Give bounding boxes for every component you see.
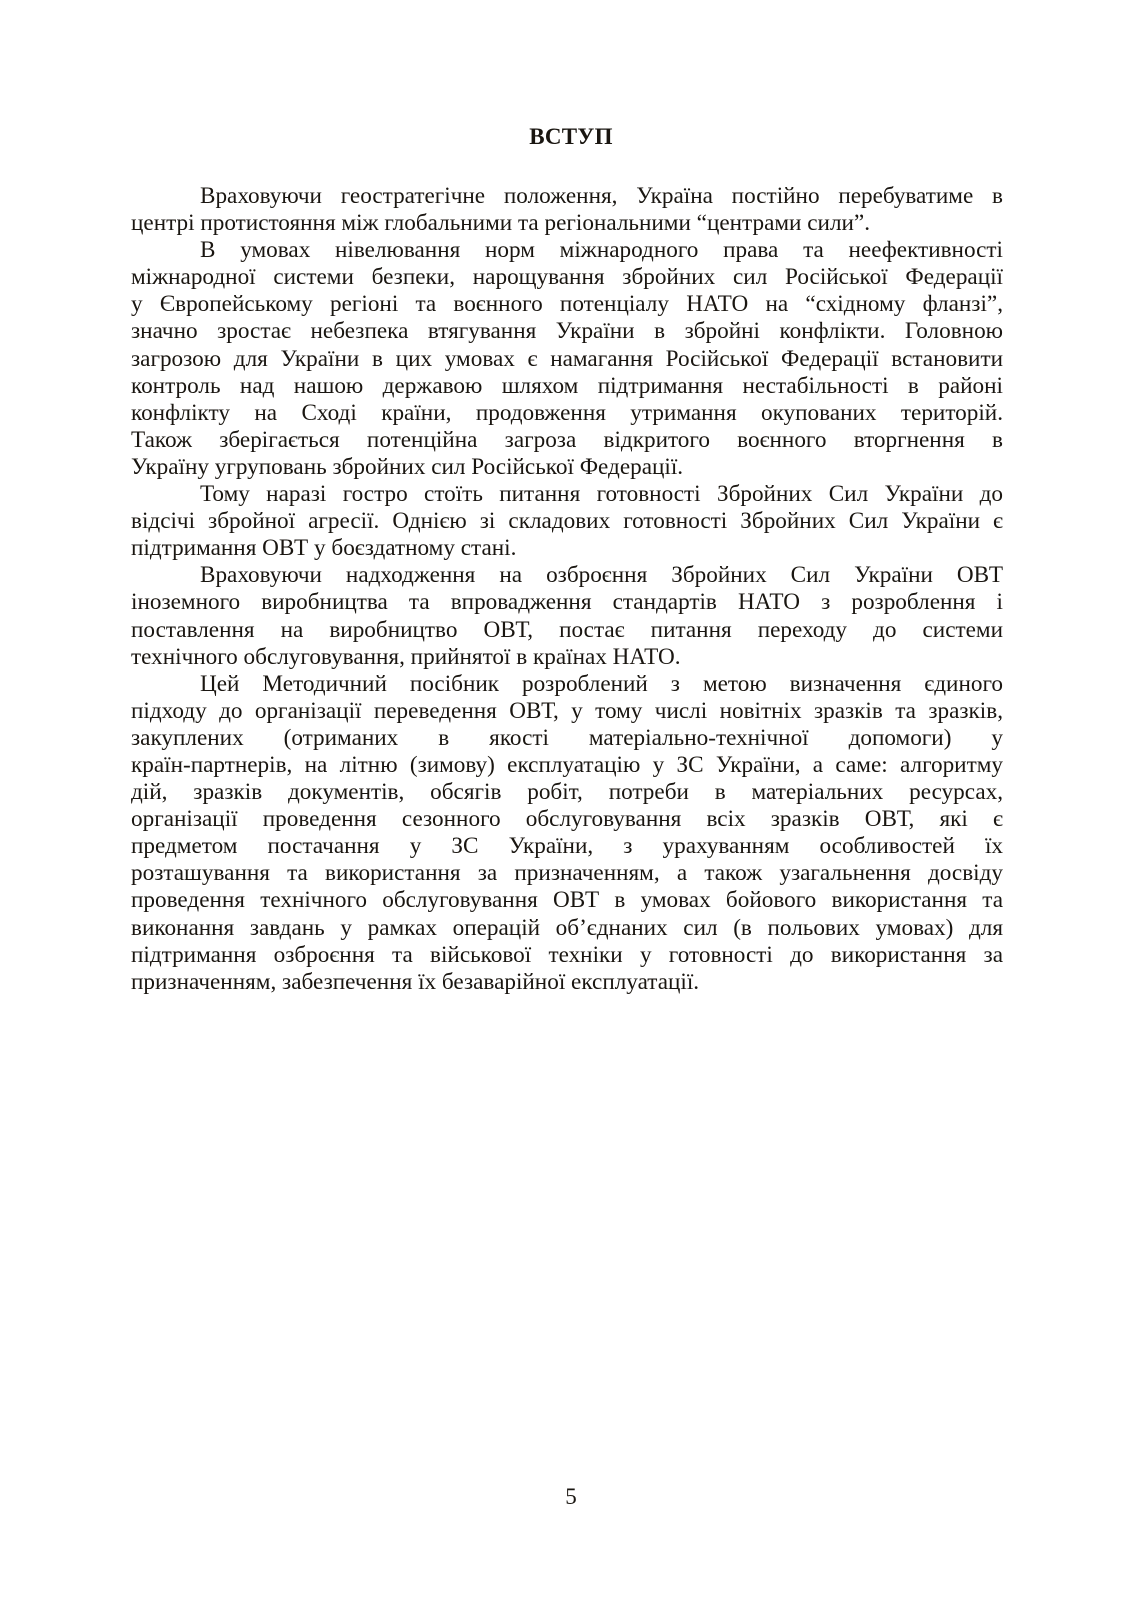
text-line: загрозою для України в цих умовах є намагання Російської Федерації встановити	[131, 345, 1003, 372]
paragraph-3	[131, 481, 1003, 562]
text-line: центрі протистояння між глобальними та регіональними “центрами сили”.	[131, 210, 871, 237]
text-line: виконання завдань у рамках операцій об’єднаних сил (в польових умовах) для	[131, 914, 1003, 941]
paragraph-1	[131, 183, 1003, 237]
text-line: країн-партнерів, на літню (зимову) експлуатацію у ЗС України, а саме: алгоритму	[131, 751, 1003, 778]
text-line: дій, зразків документів, обсягів робіт, потреби в матеріальних ресурсах,	[131, 779, 1003, 806]
text-line: організації проведення сезонного обслуговування всіх зразків ОВТ, які є	[131, 806, 1003, 833]
text-line: В умовах нівелювання норм міжнародного права та неефективності	[200, 237, 1003, 264]
text-line: проведення технічного обслуговування ОВТ в умовах бойового використання та	[131, 887, 1003, 914]
text-line: Враховуючи надходження на озброєння Збройних Сил України ОВТ	[200, 562, 1003, 589]
text-line: іноземного виробництва та впровадження стандартів НАТО з розроблення і	[131, 589, 1003, 616]
text-line: міжнародної системи безпеки, нарощування збройних сил Російської Федерації	[131, 264, 1003, 291]
text-line: підтримання ОВТ у боєздатному стані.	[131, 535, 517, 562]
text-line: Україну угруповань збройних сил Російської Федерації.	[131, 453, 684, 480]
text-line: значно зростає небезпека втягування України в збройні конфлікти. Головною	[131, 318, 1003, 345]
text-line: Цей Методичний посібник розроблений з метою визначення єдиного	[200, 670, 1003, 697]
text-line: Враховуючи геостратегічне положення, Україна постійно перебуватиме в	[200, 183, 1003, 209]
text-line: конфлікту на Сході країни, продовження утримання окупованих територій.	[131, 399, 1003, 426]
paragraph-5	[131, 671, 1003, 996]
section-title: ВСТУП	[529, 124, 613, 149]
text-line: відсічі збройної агресії. Однією зі складових готовності Збройних Сил України є	[131, 508, 1003, 535]
paragraph-2	[131, 237, 1003, 481]
text-line: у Європейському регіоні та воєнного потенціалу НАТО на “східному фланзі”,	[131, 291, 1003, 318]
text-line: предметом постачання у ЗС України, з урахуванням особливостей їх	[131, 833, 1003, 860]
text-line: підходу до організації переведення ОВТ, у тому числі новітніх зразків та зразків,	[131, 697, 1003, 724]
text-line: Тому наразі гостро стоїть питання готовності Збройних Сил України до	[200, 481, 1003, 508]
document-body	[131, 183, 1003, 996]
text-line: підтримання озброєння та військової техніки у готовності до використання за	[131, 941, 1003, 968]
text-line: Також зберігається потенційна загроза відкритого воєнного вторгнення в	[131, 426, 1003, 453]
paragraph-4	[131, 562, 1003, 670]
text-line: поставлення на виробництво ОВТ, постає питання переходу до системи	[131, 616, 1003, 643]
text-line: технічного обслуговування, прийнятої в країнах НАТО.	[131, 643, 681, 670]
page-number: 5	[565, 1484, 577, 1509]
text-line: призначенням, забезпечення їх безаварійної експлуатації.	[131, 968, 700, 995]
text-line: розташування та використання за призначенням, а також узагальнення досвіду	[131, 860, 1003, 887]
text-line: контроль над нашою державою шляхом підтримання нестабільності в районі	[131, 372, 1003, 399]
text-line: закуплених (отриманих в якості матеріально-технічної допомоги) у	[131, 724, 1003, 751]
